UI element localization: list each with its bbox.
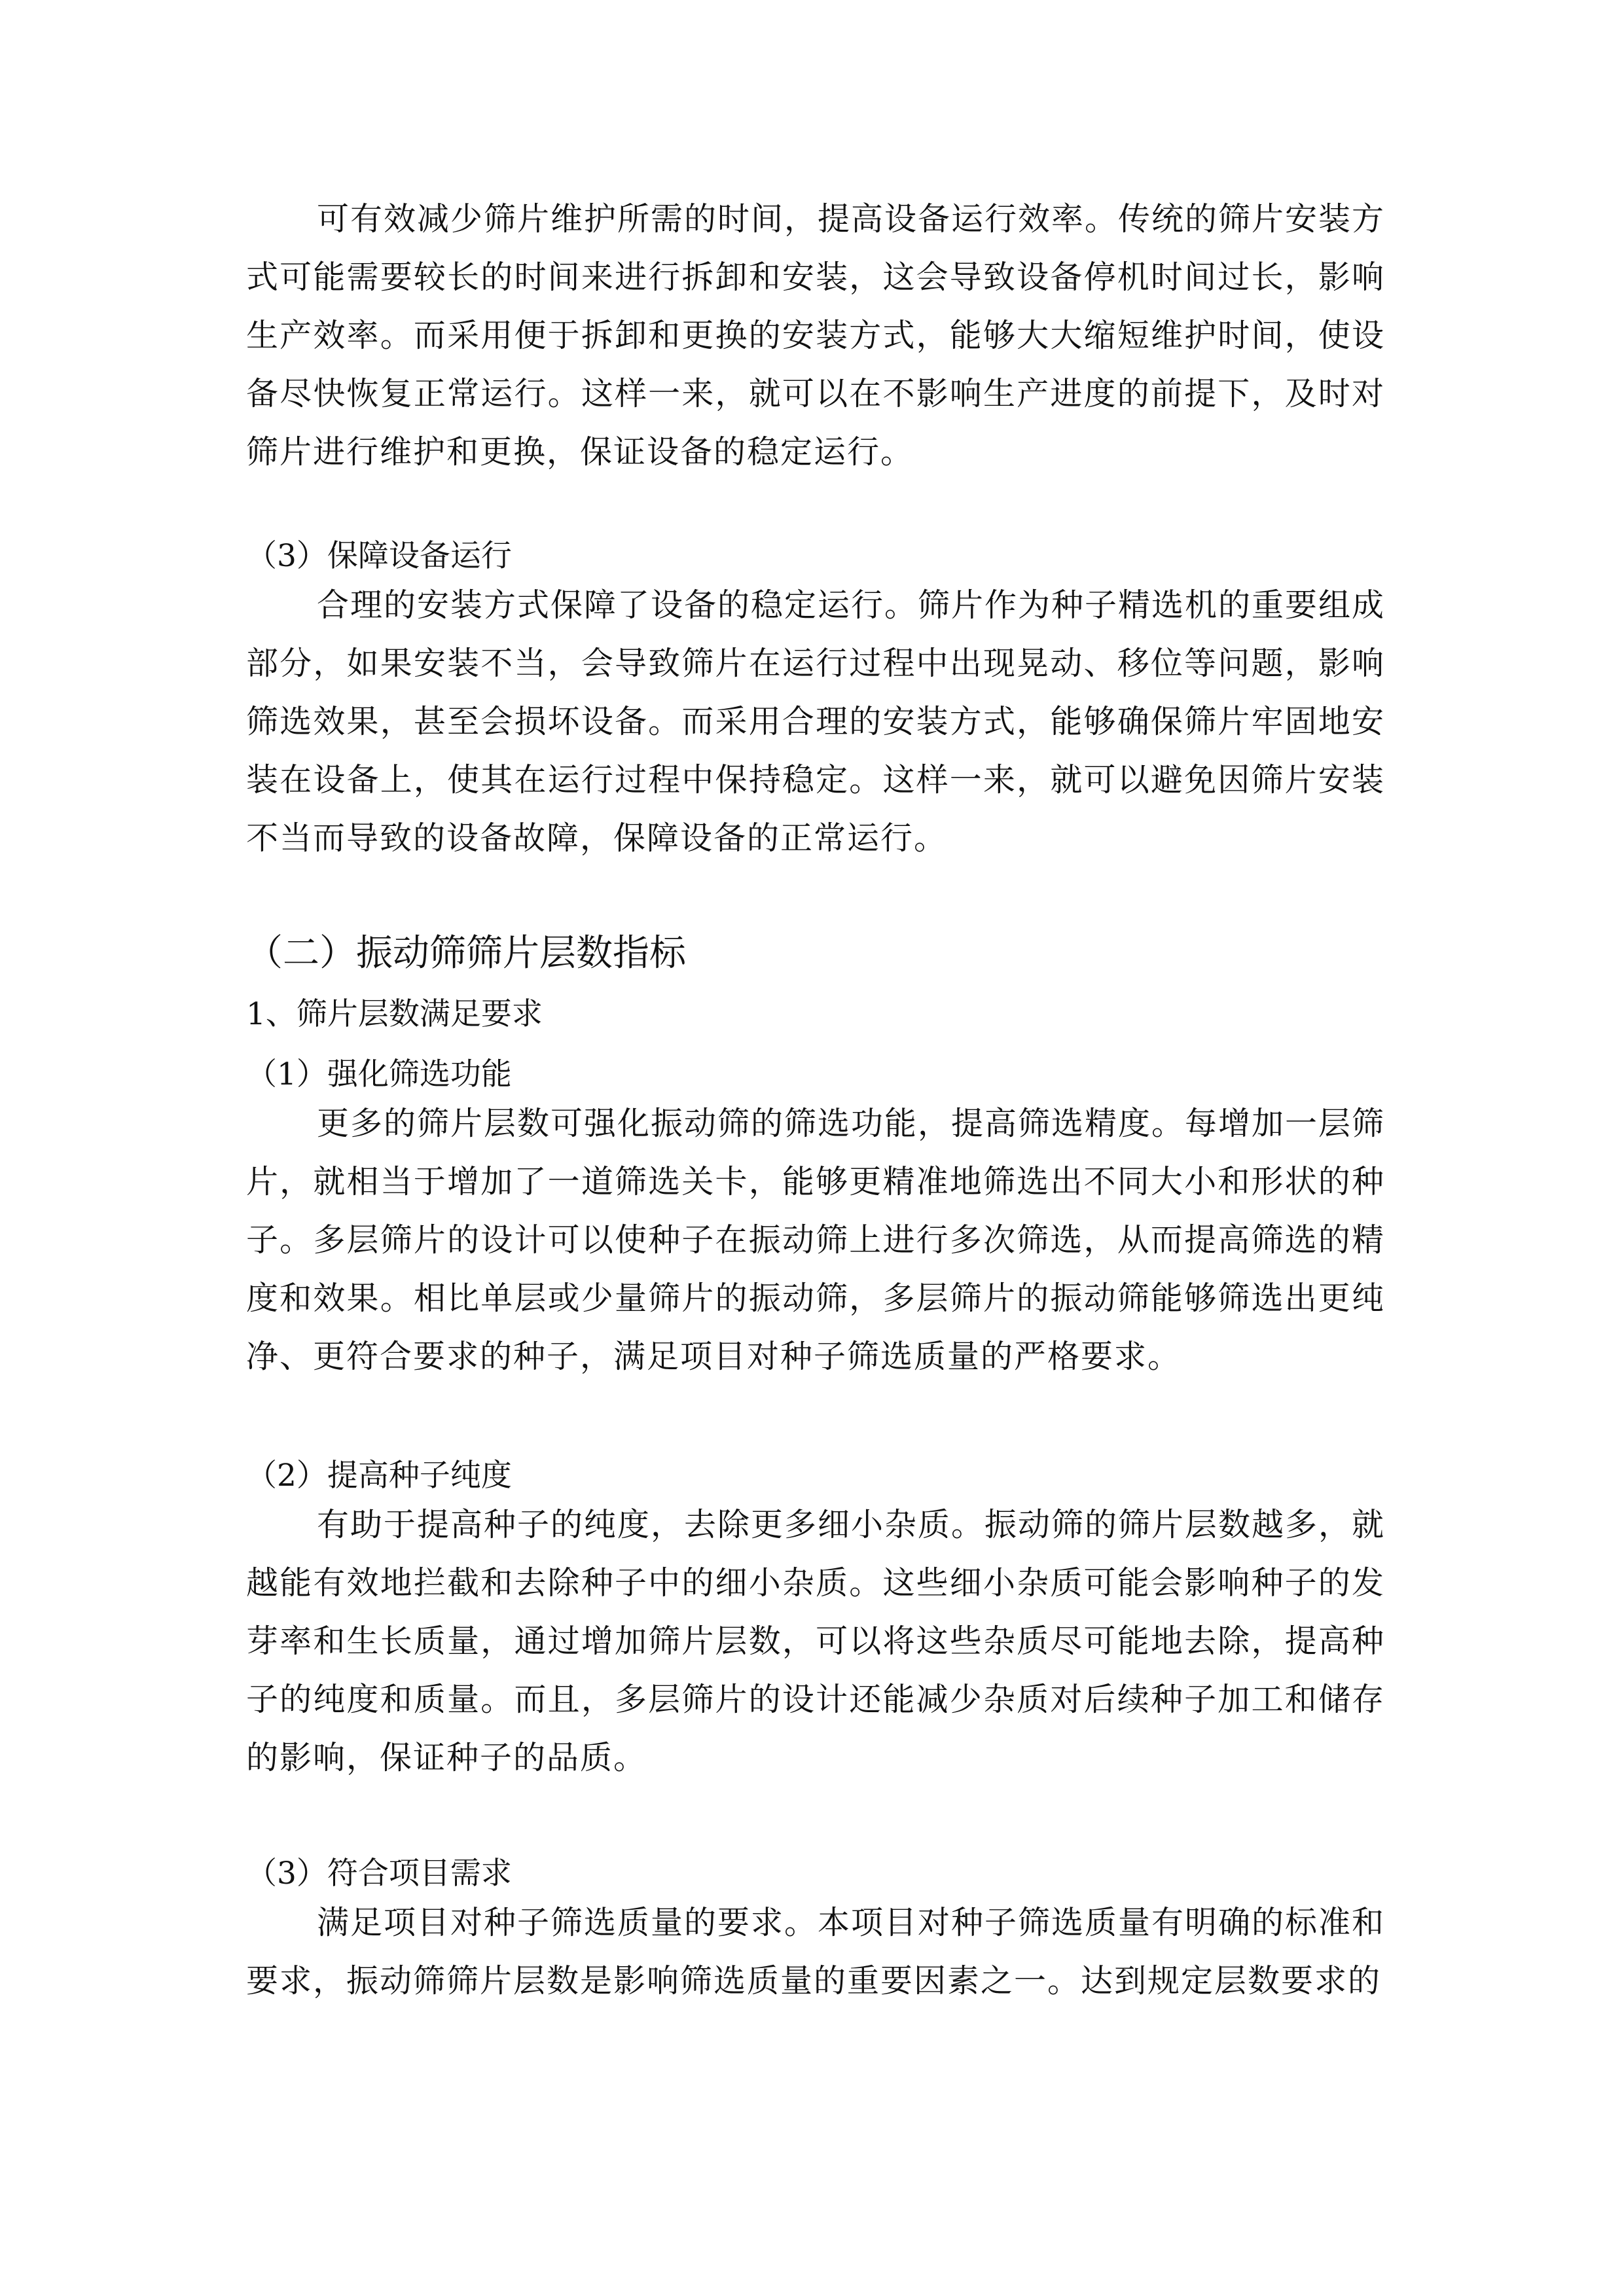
heading-guarantee-operation: （3）保障设备运行 [246, 538, 512, 574]
paragraph-multi-layer-precision: 更多的筛片层数可强化振动筛的筛选功能，提高筛选精度。每增加一层筛片，就相当于增加了一道筛选关卡，能够更精准地筛选出不同大小和形状的种子。多层筛片的设计可以使种子在振动筛上进行多次筛选，从而提高筛选的精度和效果。相比单层或少量筛片的振动筛，多层筛片的振动筛能够筛选出更纯净、更符合要求的种子，满足项目对种子筛选质量的严格要求。 [246, 1105, 1386, 1375]
heading-meet-project-needs: （3）符合项目需求 [246, 1856, 512, 1892]
heading-strengthen-screening: （1）强化筛选功能 [246, 1056, 512, 1092]
paragraph-stable-installation: 合理的安装方式保障了设备的稳定运行。筛片作为种子精选机的重要组成部分，如果安装不当，会导致筛片在运行过程中出现晃动、移位等问题，影响筛选效果，甚至会损坏设备。而采用合理的安装方式，能够确保筛片牢固地安装在设备上，使其在运行过程中保持稳定。这样一来，就可以避免因筛片安装不当而导致的设备故障，保障设备的正常运行。 [246, 586, 1386, 857]
section-heading-screen-layers: （二）振动筛筛片层数指标 [246, 932, 686, 975]
paragraph-project-quality-standards: 满足项目对种子筛选质量的要求。本项目对种子筛选质量有明确的标准和要求，振动筛筛片层数是影响筛选质量的重要因素之一。达到规定层数要求的 [246, 1904, 1386, 2000]
heading-improve-purity: （2）提高种子纯度 [246, 1458, 512, 1494]
paragraph-remove-impurities: 有助于提高种子的纯度，去除更多细小杂质。振动筛的筛片层数越多，就越能有效地拦截和去除种子中的细小杂质。这些细小杂质可能会影响种子的发芽率和生长质量，通过增加筛片层数，可以将这些杂质尽可能地去除，提高种子的纯度和质量。而且，多层筛片的设计还能减少杂质对后续种子加工和储存的影响，保证种子的品质。 [246, 1506, 1386, 1776]
heading-layers-requirement: 1、筛片层数满足要求 [246, 996, 543, 1032]
paragraph-maintenance-efficiency: 可有效减少筛片维护所需的时间，提高设备运行效率。传统的筛片安装方式可能需要较长的时间来进行拆卸和安装，这会导致设备停机时间过长，影响生产效率。而采用便于拆卸和更换的安装方式，能够大大缩短维护时间，使设备尽快恢复正常运行。这样一来，就可以在不影响生产进度的前提下，及时对筛片进行维护和更换，保证设备的稳定运行。 [246, 200, 1386, 471]
